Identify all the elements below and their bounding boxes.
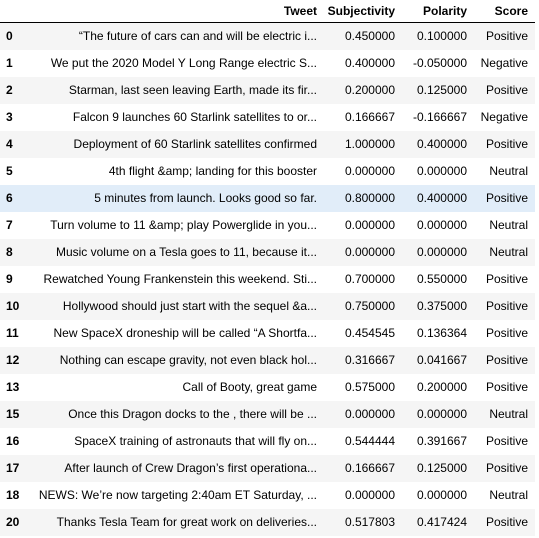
column-header-tweet: Tweet — [34, 0, 324, 23]
table-row[interactable] — [0, 401, 535, 428]
cell-tweet: New SpaceX droneship will be called “A Shortfa... — [53, 326, 317, 340]
cell-tweet: Music volume on a Tesla goes to 11, because it... — [55, 245, 317, 259]
cell-score: Positive — [485, 83, 528, 97]
column-header-polarity: Polarity — [402, 0, 474, 23]
cell-subjectivity: 0.800000 — [344, 191, 395, 205]
table-row[interactable] — [0, 185, 535, 212]
cell-tweet: Thanks Tesla Team for great work on deliveries... — [56, 515, 317, 529]
table-row[interactable] — [0, 50, 535, 77]
table-row[interactable] — [0, 266, 535, 293]
cell-tweet: Rewatched Young Frankenstein this weekend. Sti... — [43, 272, 317, 286]
cell-tweet: After launch of Crew Dragon’s first operationa... — [64, 461, 317, 475]
row-index: 12 — [6, 353, 20, 367]
cell-score: Positive — [485, 299, 528, 313]
cell-score: Positive — [485, 272, 528, 286]
cell-score: Positive — [485, 515, 528, 529]
row-index: 20 — [6, 515, 20, 529]
cell-score: Positive — [485, 137, 528, 151]
cell-subjectivity: 0.000000 — [344, 218, 395, 232]
cell-polarity: 0.041667 — [416, 353, 467, 367]
row-index: 10 — [6, 299, 20, 313]
cell-subjectivity: 0.000000 — [344, 245, 395, 259]
row-index: 18 — [6, 488, 20, 502]
cell-tweet: Starman, last seen leaving Earth, made its fir... — [68, 83, 317, 97]
cell-tweet: SpaceX training of astronauts that will fly on... — [74, 434, 317, 448]
cell-score: Neutral — [489, 218, 528, 232]
table-row[interactable] — [0, 212, 535, 239]
table-row[interactable] — [0, 374, 535, 401]
table-body — [0, 23, 535, 536]
cell-subjectivity: 0.000000 — [344, 488, 395, 502]
cell-score: Positive — [485, 326, 528, 340]
table-row[interactable] — [0, 320, 535, 347]
cell-tweet: Hollywood should just start with the sequel &a... — [62, 299, 317, 313]
cell-subjectivity: 0.200000 — [344, 83, 395, 97]
header-row — [0, 0, 535, 23]
cell-polarity: 0.200000 — [416, 380, 467, 394]
cell-polarity: 0.000000 — [416, 407, 467, 421]
cell-polarity: 0.417424 — [416, 515, 467, 529]
row-index: 1 — [6, 56, 13, 70]
cell-polarity: 0.000000 — [416, 218, 467, 232]
cell-subjectivity: 1.000000 — [344, 137, 395, 151]
cell-subjectivity: 0.544444 — [344, 434, 395, 448]
cell-tweet: 5 minutes from launch. Looks good so far. — [94, 191, 317, 205]
row-index: 16 — [6, 434, 20, 448]
cell-tweet: Turn volume to 11 &amp; play Powerglide in you... — [50, 218, 317, 232]
cell-subjectivity: 0.575000 — [344, 380, 395, 394]
row-index: 4 — [6, 137, 13, 151]
row-index: 7 — [6, 218, 13, 232]
cell-tweet: We put the 2020 Model Y Long Range electric S... — [50, 56, 317, 70]
table-header — [0, 0, 535, 23]
cell-score: Positive — [485, 191, 528, 205]
cell-polarity: 0.375000 — [416, 299, 467, 313]
cell-tweet: Falcon 9 launches 60 Starlink satellites to or... — [72, 110, 317, 124]
cell-tweet: NEWS: We’re now targeting 2:40am ET Saturday, ... — [38, 488, 317, 502]
table-row[interactable] — [0, 428, 535, 455]
cell-score: Negative — [480, 110, 528, 124]
index-header — [0, 0, 34, 23]
cell-score: Positive — [485, 353, 528, 367]
cell-polarity: 0.550000 — [416, 272, 467, 286]
cell-subjectivity: 0.166667 — [344, 461, 395, 475]
cell-subjectivity: 0.316667 — [344, 353, 395, 367]
cell-tweet: 4th flight &amp; landing for this booster — [108, 164, 317, 178]
cell-polarity: 0.125000 — [416, 461, 467, 475]
cell-subjectivity: 0.454545 — [344, 326, 395, 340]
cell-polarity: 0.000000 — [416, 245, 467, 259]
cell-polarity: 0.400000 — [416, 191, 467, 205]
cell-score: Positive — [485, 29, 528, 44]
cell-subjectivity: 0.166667 — [344, 110, 395, 124]
cell-subjectivity: 0.700000 — [344, 272, 395, 286]
cell-subjectivity: 0.000000 — [344, 407, 395, 421]
cell-score: Neutral — [489, 407, 528, 421]
row-index: 0 — [6, 29, 13, 44]
cell-tweet: Nothing can escape gravity, not even black hol... — [59, 353, 317, 367]
cell-tweet: Deployment of 60 Starlink satellites confirmed — [73, 137, 317, 151]
cell-polarity: 0.000000 — [416, 488, 467, 502]
cell-subjectivity: 0.517803 — [344, 515, 395, 529]
row-index: 13 — [6, 380, 20, 394]
table-row[interactable] — [0, 131, 535, 158]
row-index: 6 — [6, 191, 13, 205]
cell-polarity: 0.100000 — [416, 29, 467, 44]
cell-polarity: -0.050000 — [412, 56, 467, 70]
cell-polarity: 0.000000 — [416, 164, 467, 178]
table-row[interactable] — [0, 104, 535, 131]
row-index: 8 — [6, 245, 13, 259]
row-index: 17 — [6, 461, 20, 475]
row-index: 11 — [6, 326, 19, 340]
table-row[interactable] — [0, 239, 535, 266]
table-row[interactable] — [0, 482, 535, 509]
table-row[interactable] — [0, 77, 535, 104]
cell-score: Positive — [485, 380, 528, 394]
cell-score: Negative — [480, 56, 528, 70]
column-header-score: Score — [474, 0, 535, 23]
cell-polarity: -0.166667 — [412, 110, 467, 124]
row-index: 5 — [6, 164, 13, 178]
column-header-subjectivity: Subjectivity — [324, 0, 402, 23]
cell-subjectivity: 0.450000 — [344, 29, 395, 44]
table-row[interactable] — [0, 158, 535, 185]
table-row[interactable] — [0, 509, 535, 536]
cell-subjectivity: 0.400000 — [344, 56, 395, 70]
cell-polarity: 0.125000 — [416, 83, 467, 97]
cell-polarity: 0.391667 — [416, 434, 467, 448]
row-index: 3 — [6, 110, 13, 124]
row-index: 15 — [6, 407, 20, 421]
cell-score: Positive — [485, 434, 528, 448]
cell-subjectivity: 0.000000 — [344, 164, 395, 178]
cell-score: Positive — [485, 461, 528, 475]
table-row[interactable] — [0, 293, 535, 320]
cell-score: Neutral — [489, 164, 528, 178]
cell-score: Neutral — [489, 245, 528, 259]
cell-tweet: Once this Dragon docks to the , there will be ... — [68, 407, 317, 421]
cell-subjectivity: 0.750000 — [344, 299, 395, 313]
cell-tweet: Call of Booty, great game — [182, 380, 317, 394]
table-row[interactable] — [0, 455, 535, 482]
table-row[interactable] — [0, 347, 535, 374]
row-index: 2 — [6, 83, 13, 97]
row-index: 9 — [6, 272, 13, 286]
cell-score: Neutral — [489, 488, 528, 502]
cell-polarity: 0.400000 — [416, 137, 467, 151]
table-row[interactable] — [0, 23, 535, 50]
cell-polarity: 0.136364 — [416, 326, 467, 340]
cell-tweet: “The future of cars can and will be electric i... — [78, 29, 317, 44]
